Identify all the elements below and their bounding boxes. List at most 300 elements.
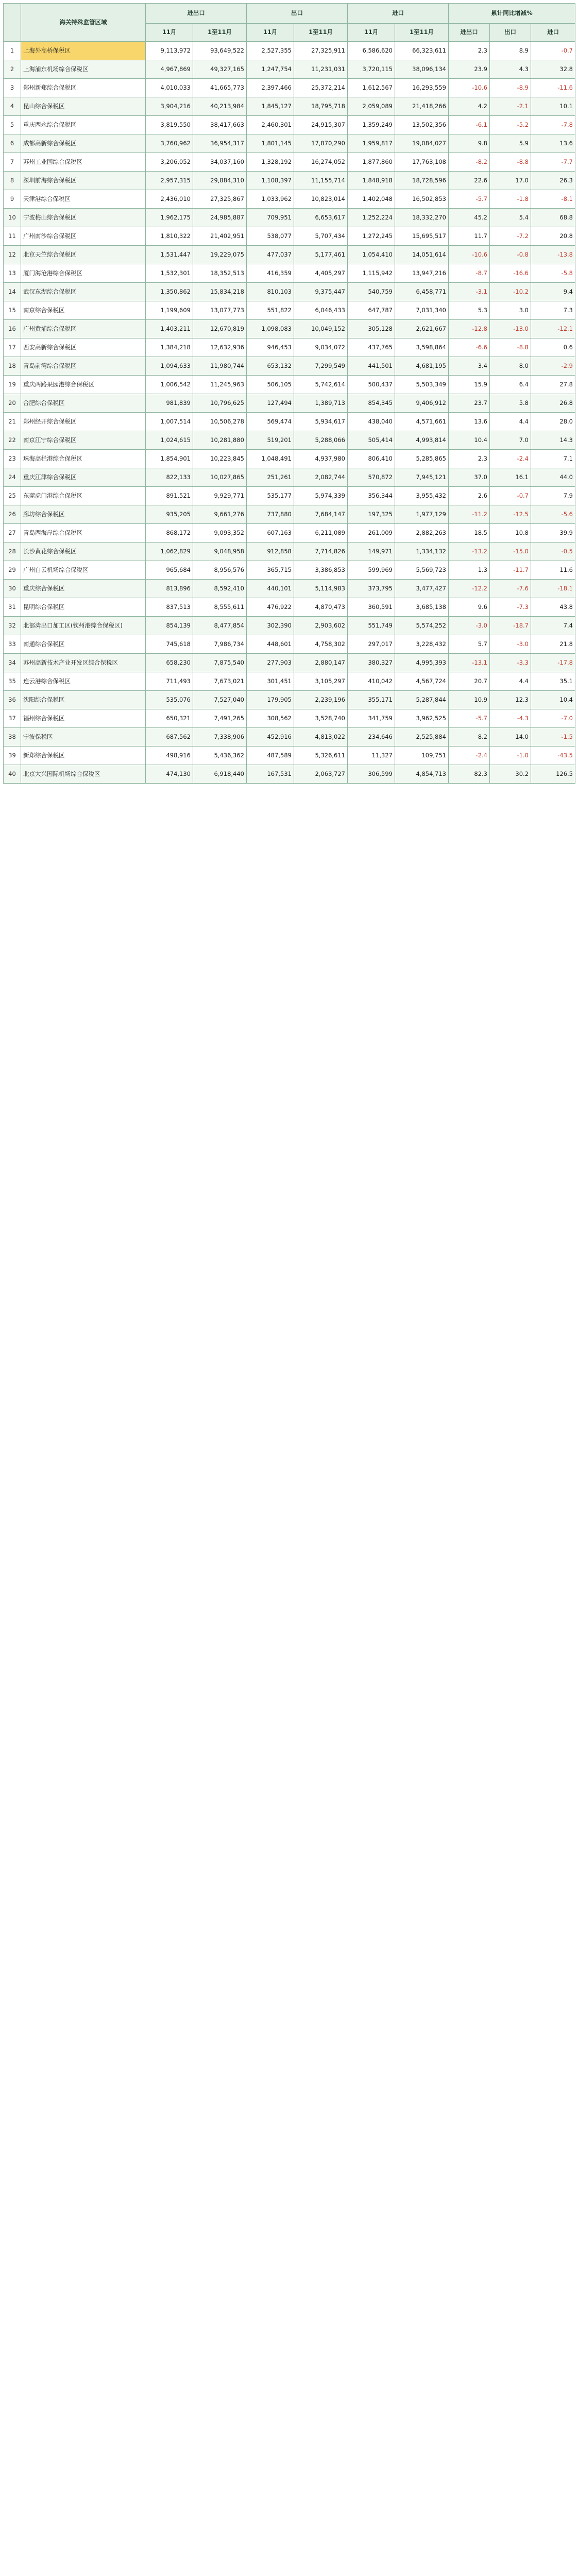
- growth-total-cell: 13.6: [449, 413, 490, 431]
- row-index-cell: 15: [4, 301, 21, 320]
- growth-import-cell: -12.1: [531, 320, 575, 338]
- row-index-cell: 4: [4, 97, 21, 116]
- export-month-cell: 302,390: [247, 617, 294, 635]
- growth-total-cell: 1.3: [449, 561, 490, 580]
- total-ytd-cell: 29,884,310: [193, 172, 247, 190]
- total-month-cell: 498,916: [146, 747, 193, 765]
- row-index-cell: 30: [4, 580, 21, 598]
- table-row: [4, 97, 575, 116]
- growth-import-cell: 7.1: [531, 450, 575, 468]
- region-name-cell: 北部湾出口加工区(钦州港综合保税区): [21, 617, 146, 635]
- export-ytd-cell: 9,375,447: [294, 283, 348, 301]
- total-month-cell: 3,819,550: [146, 116, 193, 134]
- export-ytd-cell: 2,239,196: [294, 691, 348, 709]
- export-month-cell: 2,460,301: [247, 116, 294, 134]
- total-month-cell: 935,205: [146, 505, 193, 524]
- growth-export-cell: -11.7: [490, 561, 531, 580]
- total-ytd-cell: 12,632,936: [193, 338, 247, 357]
- total-ytd-cell: 11,980,744: [193, 357, 247, 376]
- growth-total-cell: -5.7: [449, 709, 490, 728]
- growth-import-cell: -7.7: [531, 153, 575, 172]
- total-ytd-cell: 34,037,160: [193, 153, 247, 172]
- growth-total-cell: -6.6: [449, 338, 490, 357]
- growth-import-cell: 10.1: [531, 97, 575, 116]
- export-month-cell: 277,903: [247, 654, 294, 672]
- export-month-cell: 167,531: [247, 765, 294, 784]
- total-ytd-cell: 21,402,951: [193, 227, 247, 246]
- growth-import-cell: 44.0: [531, 468, 575, 487]
- growth-total-cell: 3.4: [449, 357, 490, 376]
- growth-import-cell: -0.5: [531, 543, 575, 561]
- export-month-cell: 810,103: [247, 283, 294, 301]
- import-month-cell: 356,344: [348, 487, 395, 505]
- export-month-cell: 1,098,083: [247, 320, 294, 338]
- export-ytd-cell: 18,795,718: [294, 97, 348, 116]
- growth-export-cell: 30.2: [490, 765, 531, 784]
- growth-export-cell: 5.9: [490, 134, 531, 153]
- export-ytd-cell: 6,046,433: [294, 301, 348, 320]
- growth-import-cell: 10.4: [531, 691, 575, 709]
- import-month-cell: 1,959,817: [348, 134, 395, 153]
- export-ytd-cell: 2,880,147: [294, 654, 348, 672]
- total-month-cell: 1,350,862: [146, 283, 193, 301]
- growth-total-cell: -13.1: [449, 654, 490, 672]
- growth-export-cell: -16.6: [490, 264, 531, 283]
- import-month-cell: 1,402,048: [348, 190, 395, 209]
- export-month-cell: 1,033,962: [247, 190, 294, 209]
- table-row: [4, 172, 575, 190]
- total-ytd-cell: 8,592,410: [193, 580, 247, 598]
- import-ytd-cell: 17,763,108: [395, 153, 449, 172]
- import-ytd-cell: 66,323,611: [395, 42, 449, 60]
- growth-total-cell: 82.3: [449, 765, 490, 784]
- growth-export-cell: -2.4: [490, 450, 531, 468]
- import-month-cell: 2,059,089: [348, 97, 395, 116]
- import-month-cell: 599,969: [348, 561, 395, 580]
- total-ytd-cell: 9,929,771: [193, 487, 247, 505]
- region-name-cell: 广州白云机场综合保税区: [21, 561, 146, 580]
- import-month-cell: 360,591: [348, 598, 395, 617]
- growth-total-cell: -10.6: [449, 246, 490, 264]
- row-index-cell: 27: [4, 524, 21, 543]
- import-ytd-cell: 4,993,814: [395, 431, 449, 450]
- total-ytd-cell: 9,093,352: [193, 524, 247, 543]
- growth-export-cell: -13.0: [490, 320, 531, 338]
- growth-total-cell: -5.7: [449, 190, 490, 209]
- growth-import-cell: 20.8: [531, 227, 575, 246]
- import-month-cell: 261,009: [348, 524, 395, 543]
- import-ytd-cell: 1,334,132: [395, 543, 449, 561]
- growth-total-cell: 4.2: [449, 97, 490, 116]
- growth-total-cell: 23.9: [449, 60, 490, 79]
- total-ytd-cell: 49,327,165: [193, 60, 247, 79]
- row-index-cell: 9: [4, 190, 21, 209]
- group-total-header: 进出口: [146, 4, 247, 24]
- region-name-cell: 青岛前湾综合保税区: [21, 357, 146, 376]
- row-index-cell: 22: [4, 431, 21, 450]
- region-name-cell: 武汉东湖综合保税区: [21, 283, 146, 301]
- growth-export-cell: -2.1: [490, 97, 531, 116]
- import-month-cell: 854,345: [348, 394, 395, 413]
- export-month-cell: 301,451: [247, 672, 294, 691]
- group-export-header: 出口: [247, 4, 348, 24]
- export-month-cell: 1,328,192: [247, 153, 294, 172]
- export-ytd-cell: 3,386,853: [294, 561, 348, 580]
- table-row: [4, 654, 575, 672]
- total-month-cell: 658,230: [146, 654, 193, 672]
- row-index-cell: 10: [4, 209, 21, 227]
- import-month-cell: 500,437: [348, 376, 395, 394]
- total-month-cell: 1,810,322: [146, 227, 193, 246]
- import-ytd-cell: 3,955,432: [395, 487, 449, 505]
- growth-export-cell: 5.8: [490, 394, 531, 413]
- table-row: [4, 301, 575, 320]
- region-name-cell: 成都高新综合保税区: [21, 134, 146, 153]
- growth-total-cell: -13.2: [449, 543, 490, 561]
- import-month-cell: 1,115,942: [348, 264, 395, 283]
- export-ytd-cell: 7,684,147: [294, 505, 348, 524]
- growth-total-cell: 2.6: [449, 487, 490, 505]
- import-month-cell: 441,501: [348, 357, 395, 376]
- total-month-cell: 1,199,609: [146, 301, 193, 320]
- region-name-cell: 廊坊综合保税区: [21, 505, 146, 524]
- table-row: [4, 394, 575, 413]
- export-month-cell: 709,951: [247, 209, 294, 227]
- growth-total-cell: 8.2: [449, 728, 490, 747]
- growth-export-cell: -8.8: [490, 338, 531, 357]
- import-ytd-cell: 3,477,427: [395, 580, 449, 598]
- sub-month-header: 11月: [247, 24, 294, 42]
- total-ytd-cell: 12,670,819: [193, 320, 247, 338]
- growth-import-cell: 32.8: [531, 60, 575, 79]
- region-name-cell: 重庆西永综合保税区: [21, 116, 146, 134]
- total-month-cell: 891,521: [146, 487, 193, 505]
- table-row: [4, 691, 575, 709]
- growth-export-cell: -4.3: [490, 709, 531, 728]
- import-ytd-cell: 38,096,134: [395, 60, 449, 79]
- import-month-cell: 380,327: [348, 654, 395, 672]
- export-ytd-cell: 27,325,911: [294, 42, 348, 60]
- export-ytd-cell: 10,049,152: [294, 320, 348, 338]
- growth-total-cell: -8.2: [449, 153, 490, 172]
- export-ytd-cell: 11,231,031: [294, 60, 348, 79]
- total-month-cell: 4,010,033: [146, 79, 193, 97]
- export-ytd-cell: 17,870,290: [294, 134, 348, 153]
- growth-import-cell: -13.8: [531, 246, 575, 264]
- total-ytd-cell: 7,986,734: [193, 635, 247, 654]
- total-month-cell: 837,513: [146, 598, 193, 617]
- total-ytd-cell: 41,665,773: [193, 79, 247, 97]
- import-month-cell: 1,359,249: [348, 116, 395, 134]
- growth-export-cell: 6.4: [490, 376, 531, 394]
- group-import-header: 进口: [348, 4, 449, 24]
- region-name-cell: 新郑综合保税区: [21, 747, 146, 765]
- table-row: [4, 468, 575, 487]
- table-row: [4, 580, 575, 598]
- growth-import-cell: -2.9: [531, 357, 575, 376]
- growth-total-cell: 5.3: [449, 301, 490, 320]
- export-ytd-cell: 5,707,434: [294, 227, 348, 246]
- region-name-cell: 昆明综合保税区: [21, 598, 146, 617]
- row-index-cell: 19: [4, 376, 21, 394]
- total-month-cell: 822,133: [146, 468, 193, 487]
- import-ytd-cell: 15,695,517: [395, 227, 449, 246]
- region-name-cell: 南京江宁综合保税区: [21, 431, 146, 450]
- import-ytd-cell: 16,293,559: [395, 79, 449, 97]
- export-month-cell: 365,715: [247, 561, 294, 580]
- total-month-cell: 3,206,052: [146, 153, 193, 172]
- total-month-cell: 981,839: [146, 394, 193, 413]
- col-index-header: [4, 4, 21, 42]
- import-ytd-cell: 3,685,138: [395, 598, 449, 617]
- table-row: [4, 450, 575, 468]
- growth-export-cell: 3.0: [490, 301, 531, 320]
- growth-total-cell: 45.2: [449, 209, 490, 227]
- import-month-cell: 437,765: [348, 338, 395, 357]
- import-ytd-cell: 2,525,884: [395, 728, 449, 747]
- row-index-cell: 26: [4, 505, 21, 524]
- growth-import-cell: -8.1: [531, 190, 575, 209]
- growth-total-cell: -10.6: [449, 79, 490, 97]
- growth-total-cell: 18.5: [449, 524, 490, 543]
- total-month-cell: 1,854,901: [146, 450, 193, 468]
- growth-import-cell: -11.6: [531, 79, 575, 97]
- sub-ytd-header: 1至11月: [294, 24, 348, 42]
- growth-export-cell: 7.0: [490, 431, 531, 450]
- export-month-cell: 127,494: [247, 394, 294, 413]
- total-month-cell: 1,062,829: [146, 543, 193, 561]
- total-month-cell: 9,113,972: [146, 42, 193, 60]
- import-ytd-cell: 7,945,121: [395, 468, 449, 487]
- table-row: [4, 283, 575, 301]
- export-month-cell: 1,801,145: [247, 134, 294, 153]
- export-month-cell: 1,845,127: [247, 97, 294, 116]
- total-month-cell: 474,130: [146, 765, 193, 784]
- total-month-cell: 3,760,962: [146, 134, 193, 153]
- growth-export-cell: -0.8: [490, 246, 531, 264]
- region-name-cell: 南京综合保税区: [21, 301, 146, 320]
- import-ytd-cell: 9,406,912: [395, 394, 449, 413]
- row-index-cell: 17: [4, 338, 21, 357]
- growth-import-cell: 7.4: [531, 617, 575, 635]
- import-month-cell: 373,795: [348, 580, 395, 598]
- export-month-cell: 737,880: [247, 505, 294, 524]
- import-month-cell: 234,646: [348, 728, 395, 747]
- export-month-cell: 946,453: [247, 338, 294, 357]
- import-ytd-cell: 13,947,216: [395, 264, 449, 283]
- row-index-cell: 32: [4, 617, 21, 635]
- growth-export-cell: -18.7: [490, 617, 531, 635]
- table-row: [4, 338, 575, 357]
- row-index-cell: 29: [4, 561, 21, 580]
- row-index-cell: 24: [4, 468, 21, 487]
- export-month-cell: 477,037: [247, 246, 294, 264]
- total-month-cell: 1,532,301: [146, 264, 193, 283]
- growth-export-cell: -12.5: [490, 505, 531, 524]
- table-row: [4, 116, 575, 134]
- growth-import-cell: 13.6: [531, 134, 575, 153]
- row-index-cell: 3: [4, 79, 21, 97]
- region-name-cell: 昆山综合保税区: [21, 97, 146, 116]
- import-ytd-cell: 3,598,864: [395, 338, 449, 357]
- import-ytd-cell: 1,977,129: [395, 505, 449, 524]
- region-name-cell: 北京天竺综合保税区: [21, 246, 146, 264]
- row-index-cell: 35: [4, 672, 21, 691]
- growth-export-cell: 4.3: [490, 60, 531, 79]
- total-ytd-cell: 93,649,522: [193, 42, 247, 60]
- import-month-cell: 3,720,115: [348, 60, 395, 79]
- export-ytd-cell: 3,105,297: [294, 672, 348, 691]
- export-month-cell: 2,397,466: [247, 79, 294, 97]
- export-ytd-cell: 7,714,826: [294, 543, 348, 561]
- growth-import-cell: -5.6: [531, 505, 575, 524]
- growth-total-cell: -2.4: [449, 747, 490, 765]
- export-ytd-cell: 2,082,744: [294, 468, 348, 487]
- total-ytd-cell: 38,417,663: [193, 116, 247, 134]
- total-month-cell: 1,007,514: [146, 413, 193, 431]
- row-index-cell: 34: [4, 654, 21, 672]
- row-index-cell: 7: [4, 153, 21, 172]
- import-month-cell: 570,872: [348, 468, 395, 487]
- total-ytd-cell: 7,527,040: [193, 691, 247, 709]
- export-ytd-cell: 5,974,339: [294, 487, 348, 505]
- growth-export-cell: 16.1: [490, 468, 531, 487]
- import-month-cell: 149,971: [348, 543, 395, 561]
- export-ytd-cell: 2,903,602: [294, 617, 348, 635]
- export-ytd-cell: 4,870,473: [294, 598, 348, 617]
- table-row: [4, 561, 575, 580]
- region-name-cell: 南通综合保税区: [21, 635, 146, 654]
- sub-ytd-header: 1至11月: [395, 24, 449, 42]
- total-ytd-cell: 9,661,276: [193, 505, 247, 524]
- export-ytd-cell: 5,177,461: [294, 246, 348, 264]
- group-growth-header: 累计同比增减%: [449, 4, 575, 24]
- import-month-cell: 355,171: [348, 691, 395, 709]
- import-month-cell: 306,599: [348, 765, 395, 784]
- growth-export-cell: 8.9: [490, 42, 531, 60]
- export-month-cell: 535,177: [247, 487, 294, 505]
- import-ytd-cell: 4,571,661: [395, 413, 449, 431]
- region-name-cell: 重庆综合保税区: [21, 580, 146, 598]
- total-ytd-cell: 10,223,845: [193, 450, 247, 468]
- import-month-cell: 1,272,245: [348, 227, 395, 246]
- export-month-cell: 416,359: [247, 264, 294, 283]
- region-name-cell: 东莞虎门港综合保税区: [21, 487, 146, 505]
- region-name-cell: 上海外高桥保税区: [21, 42, 146, 60]
- table-row: [4, 728, 575, 747]
- row-index-cell: 38: [4, 728, 21, 747]
- import-month-cell: 647,787: [348, 301, 395, 320]
- row-index-cell: 14: [4, 283, 21, 301]
- growth-import-cell: 21.8: [531, 635, 575, 654]
- total-ytd-cell: 8,555,611: [193, 598, 247, 617]
- growth-import-cell: 7.3: [531, 301, 575, 320]
- export-ytd-cell: 2,063,727: [294, 765, 348, 784]
- table-row: [4, 357, 575, 376]
- import-ytd-cell: 2,882,263: [395, 524, 449, 543]
- table-row: [4, 320, 575, 338]
- export-ytd-cell: 4,758,302: [294, 635, 348, 654]
- growth-import-cell: 0.6: [531, 338, 575, 357]
- sub-month-header: 11月: [348, 24, 395, 42]
- import-ytd-cell: 7,031,340: [395, 301, 449, 320]
- region-name-cell: 宁波保税区: [21, 728, 146, 747]
- total-ytd-cell: 11,245,963: [193, 376, 247, 394]
- table-row: [4, 60, 575, 79]
- region-name-cell: 宁波梅山综合保税区: [21, 209, 146, 227]
- import-ytd-cell: 21,418,266: [395, 97, 449, 116]
- total-month-cell: 1,006,542: [146, 376, 193, 394]
- growth-total-cell: 10.4: [449, 431, 490, 450]
- total-ytd-cell: 10,027,865: [193, 468, 247, 487]
- region-name-cell: 福州综合保税区: [21, 709, 146, 728]
- region-name-cell: 长沙黄花综合保税区: [21, 543, 146, 561]
- customs-zone-table: [3, 3, 575, 784]
- total-month-cell: 1,403,211: [146, 320, 193, 338]
- import-ytd-cell: 3,228,432: [395, 635, 449, 654]
- growth-export-cell: 8.0: [490, 357, 531, 376]
- import-ytd-cell: 5,285,865: [395, 450, 449, 468]
- export-ytd-cell: 10,823,014: [294, 190, 348, 209]
- table-row: [4, 190, 575, 209]
- sub-month-header: 11月: [146, 24, 193, 42]
- growth-import-cell: -43.5: [531, 747, 575, 765]
- region-name-cell: 重庆两路果园港综合保税区: [21, 376, 146, 394]
- growth-total-cell: -6.1: [449, 116, 490, 134]
- growth-import-cell: -0.7: [531, 42, 575, 60]
- growth-total-cell: 11.7: [449, 227, 490, 246]
- region-name-cell: 沈阳综合保税区: [21, 691, 146, 709]
- table-row: [4, 635, 575, 654]
- table-row: [4, 134, 575, 153]
- import-month-cell: 1,612,567: [348, 79, 395, 97]
- total-ytd-cell: 7,491,265: [193, 709, 247, 728]
- total-month-cell: 2,957,315: [146, 172, 193, 190]
- import-month-cell: 540,759: [348, 283, 395, 301]
- total-month-cell: 868,172: [146, 524, 193, 543]
- export-month-cell: 1,247,754: [247, 60, 294, 79]
- growth-import-cell: -5.8: [531, 264, 575, 283]
- region-name-cell: 重庆江津综合保税区: [21, 468, 146, 487]
- growth-export-cell: -10.2: [490, 283, 531, 301]
- row-index-cell: 28: [4, 543, 21, 561]
- import-month-cell: 1,054,410: [348, 246, 395, 264]
- total-ytd-cell: 10,796,625: [193, 394, 247, 413]
- import-ytd-cell: 18,332,270: [395, 209, 449, 227]
- total-month-cell: 687,562: [146, 728, 193, 747]
- total-ytd-cell: 6,918,440: [193, 765, 247, 784]
- row-index-cell: 16: [4, 320, 21, 338]
- growth-export-cell: -3.0: [490, 635, 531, 654]
- region-name-cell: 连云港综合保税区: [21, 672, 146, 691]
- import-ytd-cell: 5,503,349: [395, 376, 449, 394]
- table-row: [4, 153, 575, 172]
- export-month-cell: 452,916: [247, 728, 294, 747]
- growth-export-cell: 12.3: [490, 691, 531, 709]
- growth-export-cell: -8.9: [490, 79, 531, 97]
- growth-total-cell: 5.7: [449, 635, 490, 654]
- row-index-cell: 13: [4, 264, 21, 283]
- growth-import-cell: 9.4: [531, 283, 575, 301]
- growth-import-cell: 26.8: [531, 394, 575, 413]
- total-month-cell: 650,321: [146, 709, 193, 728]
- growth-total-cell: 10.9: [449, 691, 490, 709]
- growth-total-cell: 23.7: [449, 394, 490, 413]
- import-month-cell: 1,877,860: [348, 153, 395, 172]
- import-month-cell: 505,414: [348, 431, 395, 450]
- export-ytd-cell: 6,211,089: [294, 524, 348, 543]
- export-ytd-cell: 5,326,611: [294, 747, 348, 765]
